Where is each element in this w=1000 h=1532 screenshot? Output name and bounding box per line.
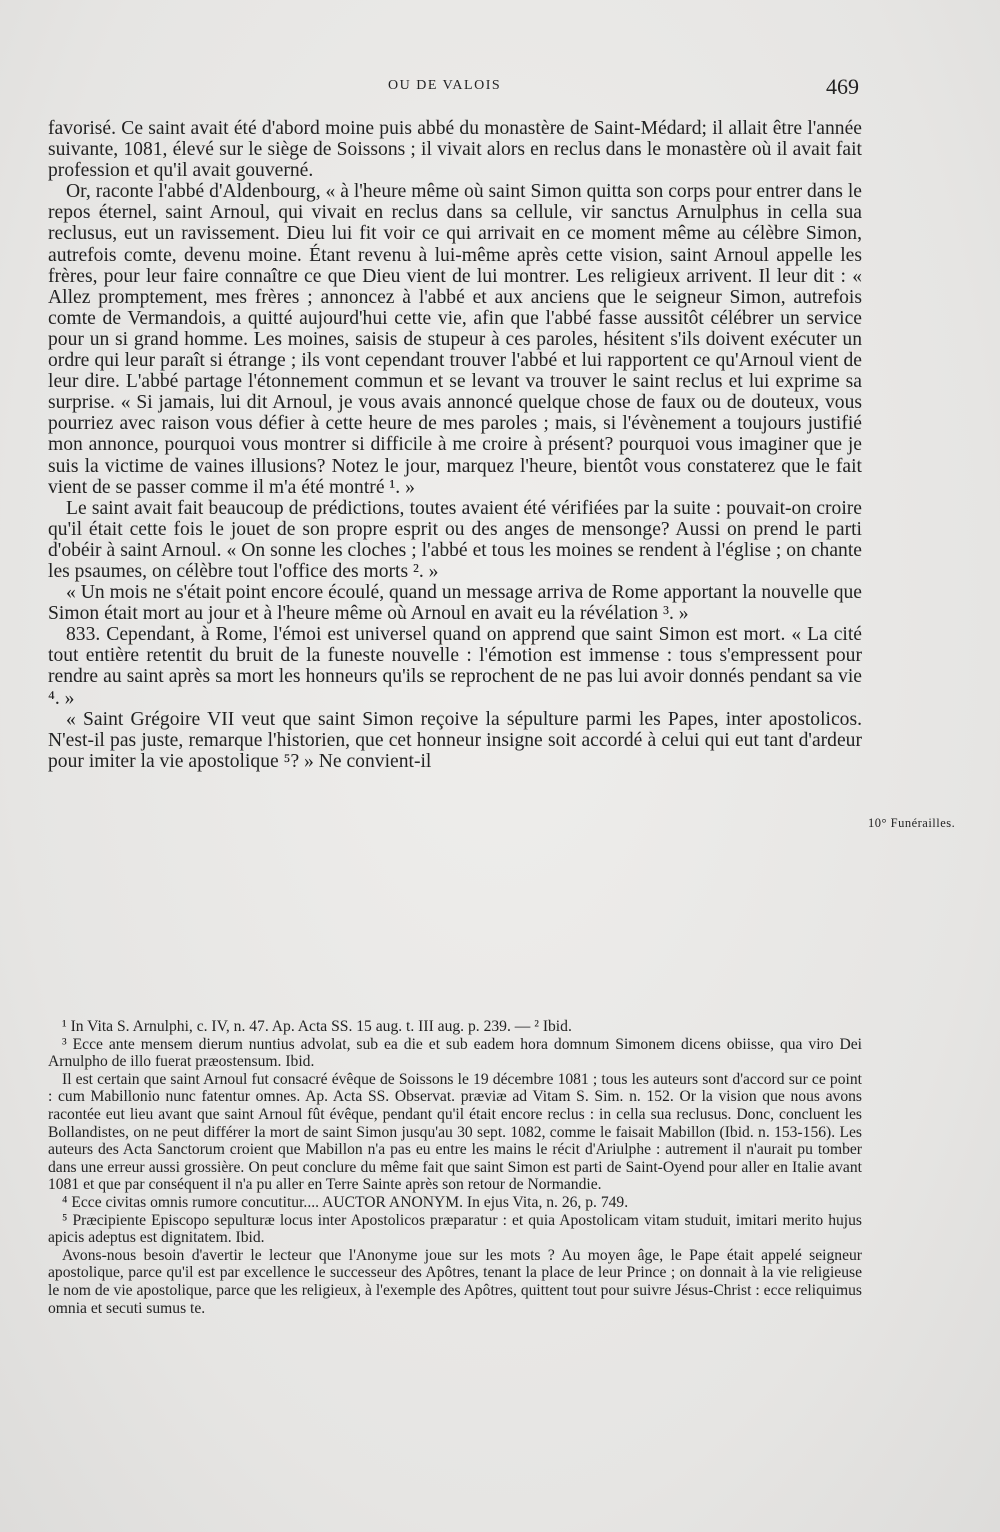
paragraph: Le saint avait fait beaucoup de prédictions, toutes avaient été vérifiées par la suite : pouvait-on croire qu'il était cette fois le jouet de son propre esprit ou des anges de mensonge? Aussi on prend le parti d'obéir à saint Arnoul. « On sonne les cloches ; l'abbé et tous les moines se rendent à l'église ; on chante les psaumes, on célèbre tout l'office des morts ². » xyxy=(48,497,862,582)
paragraph: 833. Cependant, à Rome, l'émoi est universel quand on apprend que saint Simon est mort. « La cité tout entière retentit du bruit de la funeste nouvelle : l'émotion est immense : tous s'empressent pour rendre au saint après sa mort les honneurs qu'ils se reprochent de ne pas lui avoir donnés pendant sa vie ⁴. » xyxy=(48,624,862,709)
page-number: 469 xyxy=(826,74,859,99)
footnotes xyxy=(48,1018,862,1317)
footnote: Il est certain que saint Arnoul fut consacré évêque de Soissons le 19 décembre 1081 ; tous les auteurs sont d'accord sur ce point : cum Mabillonio nunc fatentur omnes. Ap. Acta SS. Observat. præviæ ad Vitam S. Sim. n. 152. Or la vision que nous avons racontée eut lieu avant que saint Arnoul fût évêque, pendant qu'il était encore reclus : in cella sua reclusus. Donc, concluent les Bollandistes, on ne peut différer la mort de saint Simon jusqu'au 30 sept. 1082, comme le faisait Mabillon (Ibid. n. 153-156). Les auteurs des Acta Sanctorum croient que Mabillon n'a pas eu entre les mains le récit d'Ariulphe : autrement il n'aurait pu tomber dans une erreur aussi grossière. On peut conclure du même fait que saint Simon est parti de Saint-Oyend pour aller en Italie avant 1081 et que par conséquent il n'a pu aller en Terre Sainte après son retour de Normandie. xyxy=(48,1070,862,1194)
running-head xyxy=(0,74,1000,104)
footnote: Avons-nous besoin d'avertir le lecteur que l'Anonyme joue sur les mots ? Au moyen âge, le Pape était appelé seigneur apostolique, parce qu'il est par excellence le successeur des Apôtres, tenant la place de leur Prince ; on donnait à la vie religieuse le nom de vie apostolique, parce que les religieux, à l'exemple des Apôtres, quittent tout pour suivre Jésus-Christ : ecce reliquimus omnia et secuti sumus te. xyxy=(48,1246,862,1317)
paragraph: favorisé. Ce saint avait été d'abord moine puis abbé du monastère de Saint-Médard; il allait être l'année suivante, 1081, élevé sur le siège de Soissons ; il vivait alors en reclus dans le monastère où il avait fait profession et qu'il avait gouverné. xyxy=(48,118,862,182)
paragraph: Or, raconte l'abbé d'Aldenbourg, « à l'heure même où saint Simon quitta son corps pour entrer dans le repos éternel, saint Arnoul, qui vivait en reclus dans sa cellule, vir sanctus Arnulphus in cella sua reclusus, eut un ravissement. Dieu lui fit voir ce qui arrivait en ce moment même au célèbre Simon, autrefois comte, devenu moine. Étant revenu à lui-même après cette vision, saint Arnoul appelle les frères, pour leur faire connaître ce que Dieu vient de lui montrer. Les religieux arrivent. Il leur dit : « Allez promptement, mes frères ; annoncez à l'abbé et aux anciens que le seigneur Simon, autrefois comte de Vermandois, a quitté aujourd'hui cette vie, afin que l'abbé fasse aussitôt célébrer un service pour un si grand homme. Les moines, saisis de stupeur à ces paroles, hésitent s'ils doivent exécuter un ordre qui leur paraît si étrange ; ils vont cependant trouver l'abbé et lui rapportent ce qu'Arnoul vient de leur dire. L'abbé partage l'étonnement commun et se levant va trouver le saint reclus et lui exprime sa surprise. « Si jamais, lui dit Arnoul, je vous avais annoncé quelque chose de faux ou de douteux, vous pourriez avec raison vous défier à cette heure de mes paroles ; mais, si l'évènement a toujours justifié mon annonce, pourquoi vous montrer si difficile à me croire à présent? pourquoi vous imaginer que je suis la victime de vaines illusions? Notez le jour, marquez l'heure, bientôt vous constaterez que le fait vient de se passer comme il m'a été montré ¹. » xyxy=(48,181,862,498)
footnote: ³ Ecce ante mensem dierum nuntius advolat, sub ea die et sub eadem hora domnum Simonem dicens obiisse, qua viro Dei Arnulpho de illo fuerat præostensum. Ibid. xyxy=(48,1035,862,1071)
margin-note: 10° Funérailles. xyxy=(868,816,956,830)
footnote: ¹ In Vita S. Arnulphi, c. IV, n. 47. Ap. Acta SS. 15 aug. t. III aug. p. 239. — ² Ibid. xyxy=(62,1018,572,1035)
body-text xyxy=(48,118,862,772)
paragraph: « Un mois ne s'était point encore écoulé, quand un message arriva de Rome apportant la nouvelle que Simon était mort au jour et à l'heure même où Arnoul en avait eu la révélation ³. » xyxy=(48,582,862,625)
paragraph: « Saint Grégoire VII veut que saint Simon reçoive la sépulture parmi les Papes, inter apostolicos. N'est-il pas juste, remarque l'historien, que cet honneur insigne soit accordé à celui qui eut tant d'ardeur pour imiter la vie apostolique ⁵? » Ne convient-il xyxy=(48,708,862,772)
footnote: ⁵ Præcipiente Episcopo sepulturæ locus inter Apostolicos præparatur : et quia Apostolicam vitam studuit, imitari merito hujus apicis adeptus est dignitatem. Ibid. xyxy=(48,1211,862,1247)
footnote: ⁴ Ecce civitas omnis rumore concutitur.... AUCTOR ANONYM. In ejus Vita, n. 26, p. 749. xyxy=(62,1193,629,1211)
running-title: OU DE VALOIS xyxy=(388,78,502,93)
